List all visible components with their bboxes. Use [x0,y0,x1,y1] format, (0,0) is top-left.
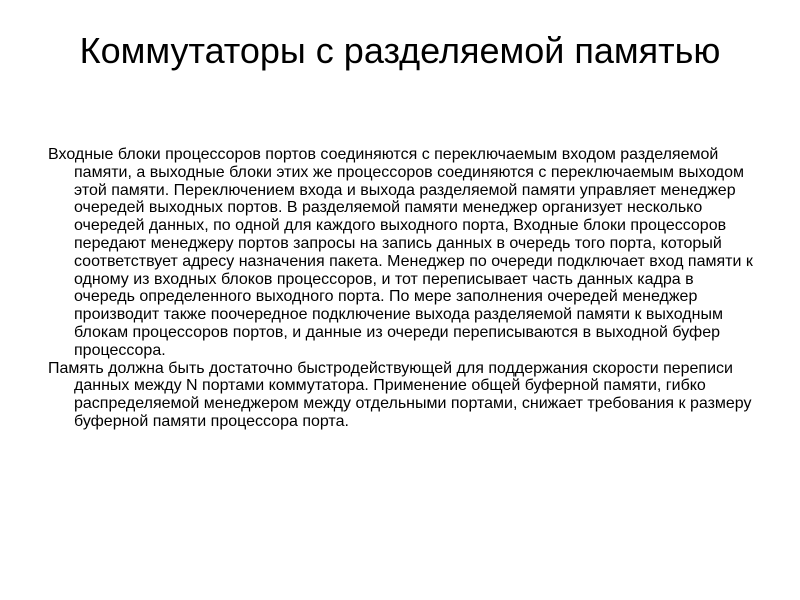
slide-body [48,146,758,431]
body-paragraph-2: Память должна быть достаточно быстродействующей для поддержания скорости переписи данных между N портами коммутатора. Применение общей буферной памяти, гибко распределяемой менеджером между отдельными портами, снижает требования к размеру буферной памяти процессора порта. [48,359,752,430]
slide-title: Коммутаторы с разделяемой памятью [79,30,721,71]
body-paragraph-1: Входные блоки процессоров портов соединяются с переключаемым входом разделяемой памяти, а выходные блоки этих же процессоров соединяются с переключаемым выходом этой памяти. Переключением входа и выхода разделяемой памяти управляет менеджер очередей выходных портов. В разделяемой памяти менеджер организует несколько очередей данных, по одной для каждого выходного порта, Входные блоки процессоров передают менеджеру портов запросы на запись данных в очередь того порта, который соответствует адресу назначения пакета. Менеджер по очереди подключает вход памяти к одному из входных блоков процессоров, и тот переписывает часть данных кадра в очередь определенного выходного порта. По мере заполнения очередей менеджер производит также поочередное подключение выхода разделяемой памяти к выходным блокам процессоров портов, и данные из очереди переписываются в выходной буфер процессора. [48,146,753,359]
